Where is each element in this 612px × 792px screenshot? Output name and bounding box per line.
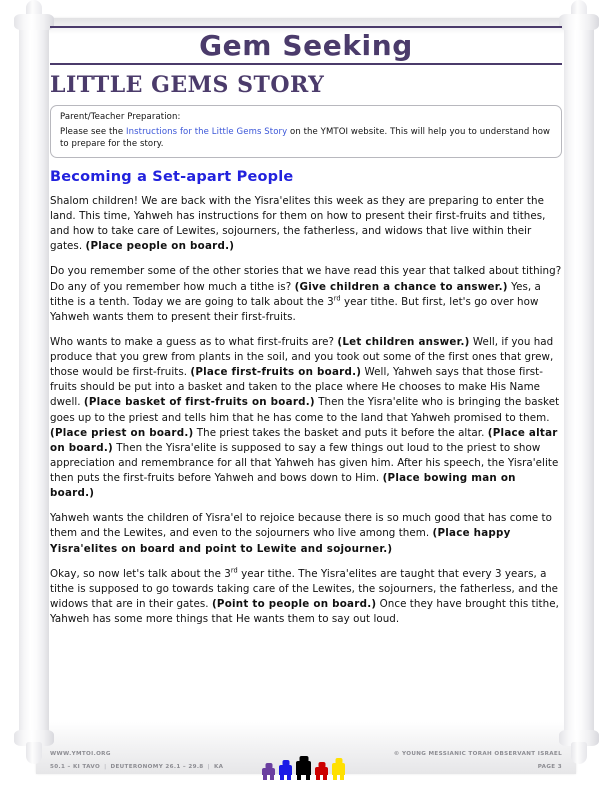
story-text: Shalom children! We are back with the Yisra'elites this week as they are preparing to enter the land. This time, Yahweh has instructions for them on how to present their first-fruits and tithes, and how to take care of Lewites, sojourners, the fatherless, and widows that live within their gates. xyxy=(50,194,546,253)
figure-body xyxy=(296,761,311,775)
figure-black xyxy=(296,756,311,780)
scroll-rod-left xyxy=(19,20,49,738)
story-text: Well, Yahweh says that those first-fruits should be put into a basket and taken to the place where He chooses to make His Name dwell. xyxy=(50,366,543,409)
footer-right-block xyxy=(394,752,562,770)
figure-leg-right xyxy=(323,775,327,780)
scroll-cap-top-left xyxy=(14,14,54,30)
teacher-instruction: (Place altar on board.) xyxy=(50,426,558,454)
scroll-tip-bottom-left xyxy=(26,742,42,764)
teacher-instruction: (Let children answer.) xyxy=(337,335,470,348)
story-text: Then the Yisra'elite who is bringing the basket goes up to the priest and tells him that he has come to the land that Yahweh promised to them. xyxy=(50,396,560,424)
ordinal-suffix: rd xyxy=(230,566,238,575)
footer-separator-1: | xyxy=(104,763,107,770)
figure-body xyxy=(332,763,345,775)
section-title: LITTLE GEMS STORY xyxy=(50,72,325,98)
footer-grade: KA xyxy=(213,763,224,770)
prep-body xyxy=(60,127,552,150)
story-text: year tithe. The Yisra'elites are taught that every 3 years, a tithe is supposed to go towards taking care of the Lewites, the sojourners, the fatherless, and the widows that are in their gates. xyxy=(50,567,559,610)
figure-body xyxy=(262,768,275,775)
footer-page-number: PAGE 3 xyxy=(537,763,562,770)
prep-text-after-link: on the YMTOI website. This will help you to understand how to prepare for the story. xyxy=(60,127,551,149)
figure-yellow xyxy=(332,758,345,780)
parent-teacher-preparation-box xyxy=(50,105,562,158)
little-gems-instructions-link[interactable]: Instructions for the Little Gems Story xyxy=(126,127,288,137)
teacher-instruction: (Give children a chance to answer.) xyxy=(294,280,508,293)
figure-leg-right xyxy=(270,775,274,780)
figure-leg-right xyxy=(340,775,344,780)
figure-body xyxy=(279,765,292,775)
story-heading: Becoming a Set-apart People xyxy=(50,169,294,186)
story-text: Okay, so now let's talk about the 3 xyxy=(50,567,231,580)
ordinal-suffix: rd xyxy=(333,294,341,303)
scroll-rod-right xyxy=(564,20,594,738)
scroll-tip-bottom-right xyxy=(571,742,587,764)
figure-leg-left xyxy=(333,775,337,780)
title-rule-top xyxy=(50,26,562,28)
footer-lesson-code: 50.1 – KI TAVO xyxy=(50,763,101,770)
story-text: Do you remember some of the other stories that we have read this year that talked about tithing? Do any of you remember how much a tithe is? xyxy=(50,265,562,293)
figure-leg-left xyxy=(316,775,320,780)
story-paragraphs xyxy=(50,194,562,627)
teacher-instruction: (Place first-fruits on board.) xyxy=(190,366,362,379)
scroll-cap-top-right xyxy=(559,14,599,30)
figure-red xyxy=(315,762,328,780)
teacher-instruction: (Place priest on board.) xyxy=(50,426,194,439)
figure-purple xyxy=(262,763,275,780)
teacher-instruction: (Place happy Yisra'elites on board and point to Lewite and sojourner.) xyxy=(50,527,511,555)
footer-copyright: © YOUNG MESSIANIC TORAH OBSERVANT ISRAEL xyxy=(393,751,562,757)
prep-label: Parent/Teacher Preparation: xyxy=(60,112,181,122)
figure-leg-right xyxy=(306,775,310,780)
teacher-instruction: (Place bowing man on board.) xyxy=(50,472,516,500)
figure-leg-left xyxy=(263,775,267,780)
story-paragraph xyxy=(50,511,562,556)
story-text: The priest takes the basket and puts it before the altar. xyxy=(193,426,488,439)
story-paragraph xyxy=(50,264,562,325)
figure-body xyxy=(315,767,328,775)
figure-blue xyxy=(279,760,292,780)
footer-left-block xyxy=(50,752,223,770)
story-text: Then the Yisra'elite is supposed to say a few things out loud to the priest to show appreciation and remembrance for all that Yahweh has given him. After his speech, the Yisra'elite then puts the first-fruits before Yahweh and bows down to Him. xyxy=(50,441,559,485)
page-footer xyxy=(50,752,562,786)
story-paragraph xyxy=(50,567,562,628)
teacher-instruction: (Place basket of first-fruits on board.) xyxy=(83,396,315,409)
story-text: year tithe. But first, let's go over how Yahweh wants them to present their first-fruits. xyxy=(50,295,539,323)
page-title: Gem Seeking xyxy=(199,29,413,62)
figure-leg-left xyxy=(280,775,284,780)
footer-website[interactable]: WWW.YMTOI.ORG xyxy=(50,751,111,757)
story-text: Yahweh wants the children of Yisra'el to rejoice because there is so much good that has come to them and the Lewites, and even to the sojourners who live among them. xyxy=(50,512,552,540)
story-text: Who wants to make a guess as to what first-fruits are? xyxy=(50,335,338,348)
story-paragraph xyxy=(50,194,562,255)
title-rule-bottom xyxy=(50,63,562,65)
footer-lesson-line xyxy=(50,765,223,771)
prep-text-before-link: Please see the xyxy=(60,127,127,137)
story-text: Yes, a tithe is a tenth. Today we are going to talk about the 3 xyxy=(50,280,541,308)
teacher-instruction: (Point to people on board.) xyxy=(211,597,377,610)
footer-separator-2: | xyxy=(207,763,210,770)
ymtoi-logo xyxy=(262,748,354,782)
story-text: Well, if you had produce that you grew from plants in the soil, and you took out some of the first ones that grew, those would be first-fruits. xyxy=(50,335,554,379)
document-content xyxy=(50,26,562,738)
teacher-instruction: (Place people on board.) xyxy=(85,240,235,253)
figure-leg-right xyxy=(287,775,291,780)
figure-leg-left xyxy=(297,775,301,780)
story-text: Once they have brought this tithe, Yahweh has some more things that He wants them to say out loud. xyxy=(50,597,559,626)
story-paragraph xyxy=(50,335,562,501)
footer-scripture: DEUTERONOMY 26.1 – 29.8 xyxy=(110,763,204,770)
